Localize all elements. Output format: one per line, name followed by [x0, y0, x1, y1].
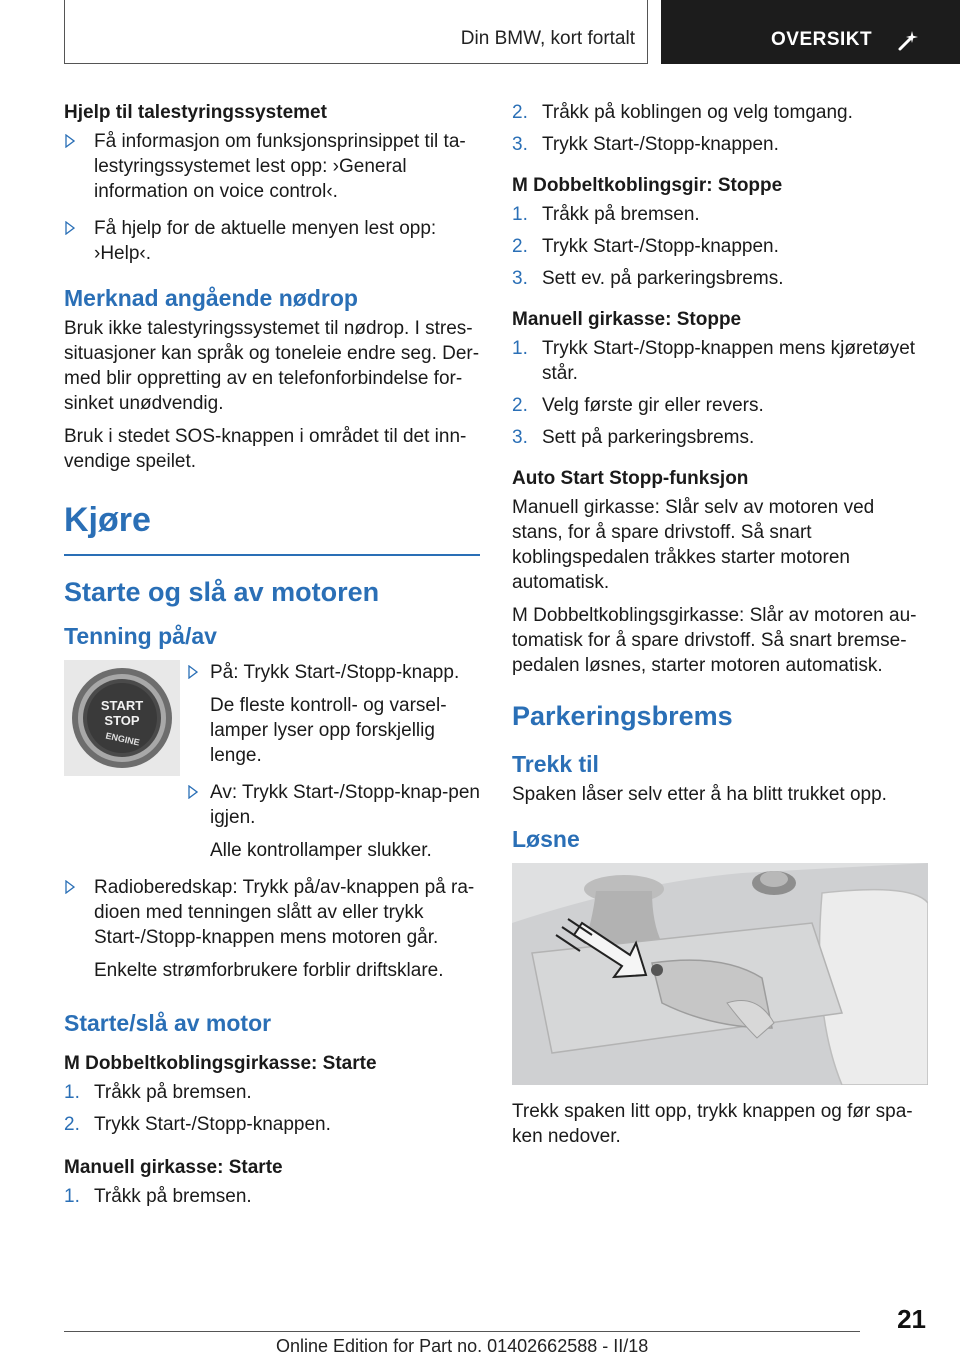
- step-number: 3.: [512, 268, 528, 289]
- step-item: [512, 266, 928, 291]
- ignition-heading: Tenning på/av: [64, 622, 217, 649]
- bullet-triangle-icon: [188, 665, 198, 679]
- paragraph: Spaken låser selv etter å ha blitt trukket opp.: [512, 784, 887, 805]
- step-text: Sett ev. på parkeringsbrems.: [542, 268, 784, 289]
- step-text: Sett på parkeringsbrems.: [542, 427, 755, 448]
- step-number: 1.: [512, 338, 528, 359]
- list-item: [64, 129, 480, 204]
- step-item: [64, 1080, 480, 1105]
- list-item-text: Få informasjon om funksjonsprinsippet til ta-lestyringssystemet lest opp: ›General information on voice control‹.: [94, 131, 466, 202]
- list-item-note: Alle kontrollamper slukker.: [210, 839, 432, 861]
- step-number: 2.: [512, 395, 528, 416]
- list-item-text: Få hjelp for de aktuelle menyen lest opp: ›Help‹.: [94, 218, 437, 264]
- step-item: [512, 425, 928, 450]
- parking-brake-heading: Parkeringsbrems: [512, 701, 733, 731]
- left-column: [64, 100, 480, 1216]
- list-item-note: Enkelte strømforbrukere forblir driftsklare.: [94, 959, 444, 981]
- chapter-heading: Kjøre: [64, 501, 151, 539]
- step-text: Tråkk på bremsen.: [94, 1185, 252, 1207]
- list-item-text: Av: Trykk Start-/Stopp-knap-pen igjen.: [210, 781, 480, 828]
- step-item: [512, 100, 928, 125]
- paragraph: Bruk ikke talestyringssystemet til nødrop. I stres-situasjoner kan språk og toneleie endre seg. Der-med blir oppretting av en telefonforbindelse for-sinket unødvendig.: [64, 318, 480, 414]
- step-number: 1.: [64, 1185, 80, 1207]
- step-item: [64, 1112, 480, 1137]
- dct-stop-heading: M Dobbeltkoblingsgir: Stoppe: [512, 175, 783, 196]
- bullet-triangle-icon: [65, 221, 75, 235]
- step-item: [512, 336, 928, 386]
- emergency-heading: Merknad angående nødrop: [64, 285, 358, 311]
- step-text: Tråkk på bremsen.: [542, 204, 700, 225]
- step-item: [64, 1184, 480, 1209]
- list-item-note: De fleste kontroll- og varsel-lamper lyser opp forskjellig lenge.: [210, 694, 447, 766]
- paragraph: Manuell girkasse: Slår selv av motoren ved stans, for å spare drivstoff. Så snart koblingspedalen tråkkes starter motoren automatisk.: [512, 497, 875, 593]
- ignition-block: [64, 660, 480, 863]
- chapter-title: Din BMW, kort fortalt: [460, 28, 635, 49]
- engine-section-heading: Starte og slå av motoren: [64, 576, 380, 607]
- chapter-divider: [64, 554, 480, 556]
- bullet-triangle-icon: [188, 785, 198, 799]
- button-stop-label: STOP: [104, 712, 140, 728]
- bullet-triangle-icon: [65, 134, 75, 148]
- paragraph: Bruk i stedet SOS-knappen i området til det inn-vendige speilet.: [64, 426, 467, 472]
- pull-heading: Trekk til: [512, 751, 599, 777]
- section-tab[interactable]: [661, 0, 960, 64]
- step-number: 3.: [512, 134, 528, 155]
- bullet-triangle-icon: [65, 880, 75, 894]
- step-number: 2.: [512, 236, 528, 257]
- page-number: 21: [897, 1304, 926, 1334]
- step-item: [512, 234, 928, 259]
- paragraph: Trekk spaken litt opp, trykk knappen og før spa-ken nedover.: [512, 1101, 913, 1147]
- step-number: 2.: [512, 102, 528, 123]
- start-stop-button-image: [64, 660, 180, 776]
- step-text: Trykk Start-/Stopp-knappen.: [542, 134, 779, 155]
- step-text: Tråkk på koblingen og velg tomgang.: [542, 102, 853, 123]
- step-item: [512, 132, 928, 157]
- chapter-header-box: [64, 0, 648, 64]
- button-engine-label: ENGINE: [104, 730, 141, 748]
- footer-divider: [64, 1331, 860, 1332]
- voice-help-heading: Hjelp til talestyringssystemet: [64, 102, 327, 123]
- step-number: 2.: [64, 1113, 80, 1135]
- step-item: [512, 202, 928, 227]
- section-tab-label: OVERSIKT: [771, 29, 873, 50]
- dct-start-heading: M Dobbeltkoblingsgirkasse: Starte: [64, 1052, 377, 1074]
- list-item-text: Radioberedskap: Trykk på/av-knappen på ra-dioen med tenningen slått av eller trykk Start-/Stopp-knappen mens motoren går.: [94, 876, 475, 948]
- list-item-text: På: Trykk Start-/Stopp-knapp.: [210, 661, 460, 683]
- start-stop-heading: Starte/slå av motor: [64, 1009, 272, 1036]
- step-text: Tråkk på bremsen.: [94, 1081, 252, 1103]
- step-item: [512, 393, 928, 418]
- step-number: 1.: [512, 204, 528, 225]
- parking-brake-image: [512, 863, 928, 1085]
- step-number: 1.: [64, 1081, 80, 1103]
- manual-stop-heading: Manuell girkasse: Stoppe: [512, 309, 742, 330]
- auto-start-stop-heading: Auto Start Stopp-funksjon: [512, 468, 749, 489]
- list-item: [180, 660, 480, 768]
- step-text: Trykk Start-/Stopp-knappen.: [542, 236, 779, 257]
- wrench-sparkle-icon: [897, 28, 921, 52]
- list-item: [180, 780, 480, 863]
- manual-start-heading: Manuell girkasse: Starte: [64, 1156, 283, 1178]
- button-start-label: START: [100, 697, 144, 713]
- step-text: Velg første gir eller revers.: [542, 395, 764, 416]
- release-heading: Løsne: [512, 826, 580, 852]
- paragraph: M Dobbeltkoblingsgirkasse: Slår av motoren au-tomatisk for å spare drivstoff. Så snart bremse-pedalen løsnes, starter motoren automatisk.: [512, 605, 917, 676]
- list-item: [64, 216, 480, 266]
- right-column: [512, 100, 928, 1157]
- ignition-text: [180, 660, 480, 863]
- step-number: 3.: [512, 427, 528, 448]
- page-header: [0, 0, 960, 66]
- list-item: [64, 875, 480, 983]
- step-text: Trykk Start-/Stopp-knappen.: [94, 1113, 331, 1135]
- step-text: Trykk Start-/Stopp-knappen mens kjøretøyet står.: [542, 338, 916, 384]
- edition-note: Online Edition for Part no. 01402662588 - II/18: [276, 1336, 649, 1356]
